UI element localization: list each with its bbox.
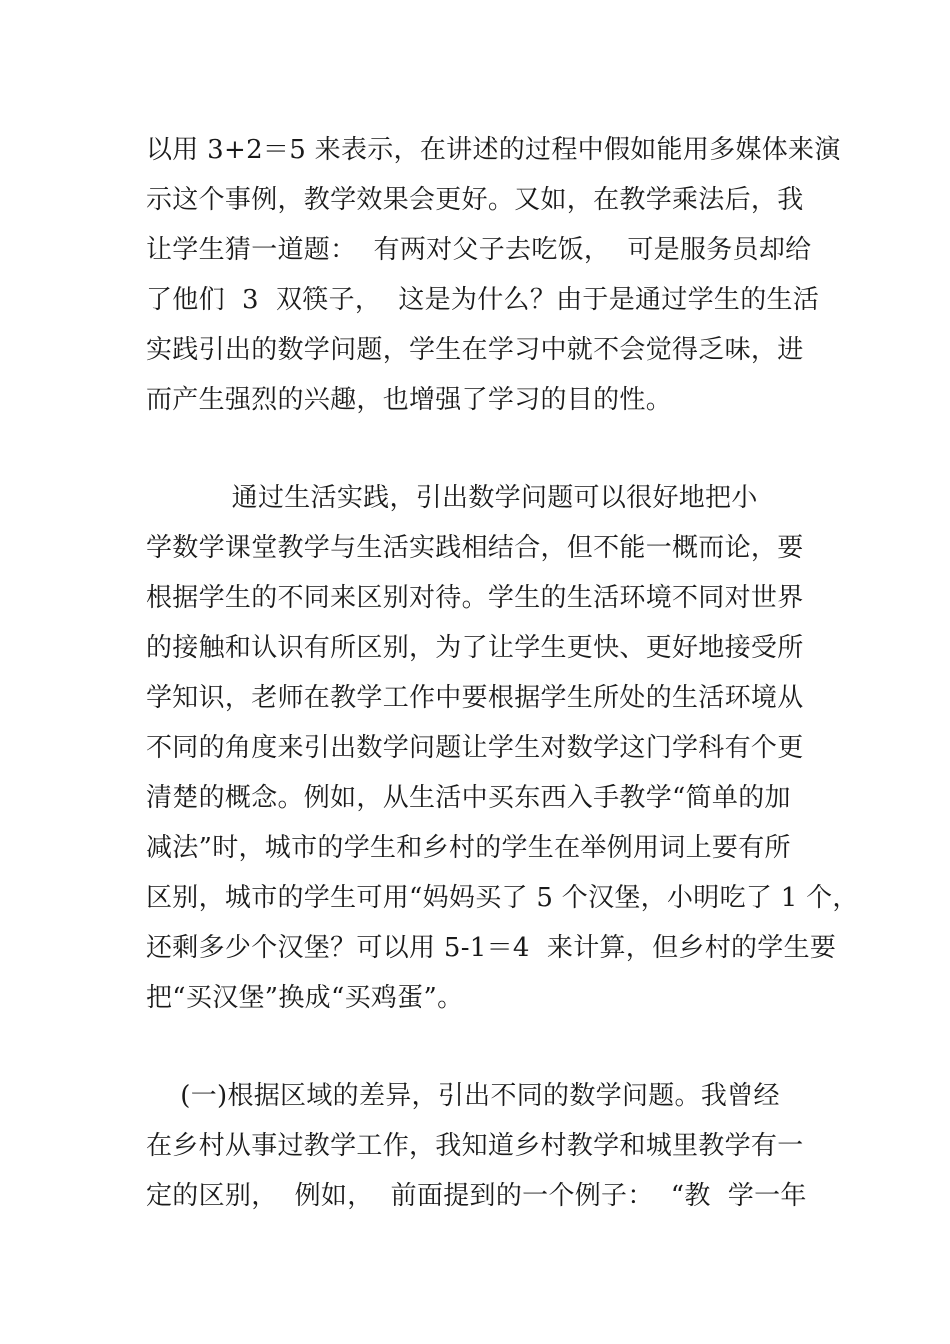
text-line: 通过生活实践，引出数学问题可以很好地把小 [146, 483, 758, 513]
text-line: 还剩多少个汉堡？可以用 5-1＝4 来计算，但乡村的学生要 [146, 933, 837, 963]
text-line: 学数学课堂教学与生活实践相结合，但不能一概而论，要 [146, 533, 804, 563]
text-line: (一)根据区域的差异，引出不同的数学问题。我曾经 [146, 1081, 780, 1111]
text-line: 示这个事例，教学效果会更好。又如，在教学乘法后，我 [146, 185, 804, 215]
text-line: 以用 3+2＝5 来表示，在讲述的过程中假如能用多媒体来演 [146, 135, 841, 165]
text-line: 而产生强烈的兴趣，也增强了学习的目的性。 [146, 385, 673, 415]
text-line: 减法”时，城市的学生和乡村的学生在举例用词上要有所 [146, 833, 791, 863]
text-line: 根据学生的不同来区别对待。学生的生活环境不同对世界 [146, 583, 804, 613]
text-line: 把“买汉堡”换成“买鸡蛋”。 [146, 983, 464, 1013]
text-line: 了他们 3 双筷子， 这是为什么？由于是通过学生的生活 [146, 285, 820, 315]
text-line: 不同的角度来引出数学问题让学生对数学这门学科有个更 [146, 733, 804, 763]
text-line: 的接触和认识有所区别，为了让学生更快、更好地接受所 [146, 633, 804, 663]
text-line: 学知识，老师在教学工作中要根据学生所处的生活环境从 [146, 683, 804, 713]
text-line: 区别，城市的学生可用“妈妈买了 5 个汉堡，小明吃了 1 个， [146, 883, 859, 913]
text-line: 让学生猜一道题： 有两对父子去吃饭， 可是服务员却给 [146, 235, 812, 265]
text-line: 定的区别， 例如， 前面提到的一个例子： “教 学一年 [146, 1181, 807, 1211]
text-line: 在乡村从事过教学工作，我知道乡村教学和城里教学有一 [146, 1131, 804, 1161]
text-line: 清楚的概念。例如，从生活中买东西入手教学“简单的加 [146, 783, 791, 813]
text-line: 实践引出的数学问题，学生在学习中就不会觉得乏味，进 [146, 335, 804, 365]
